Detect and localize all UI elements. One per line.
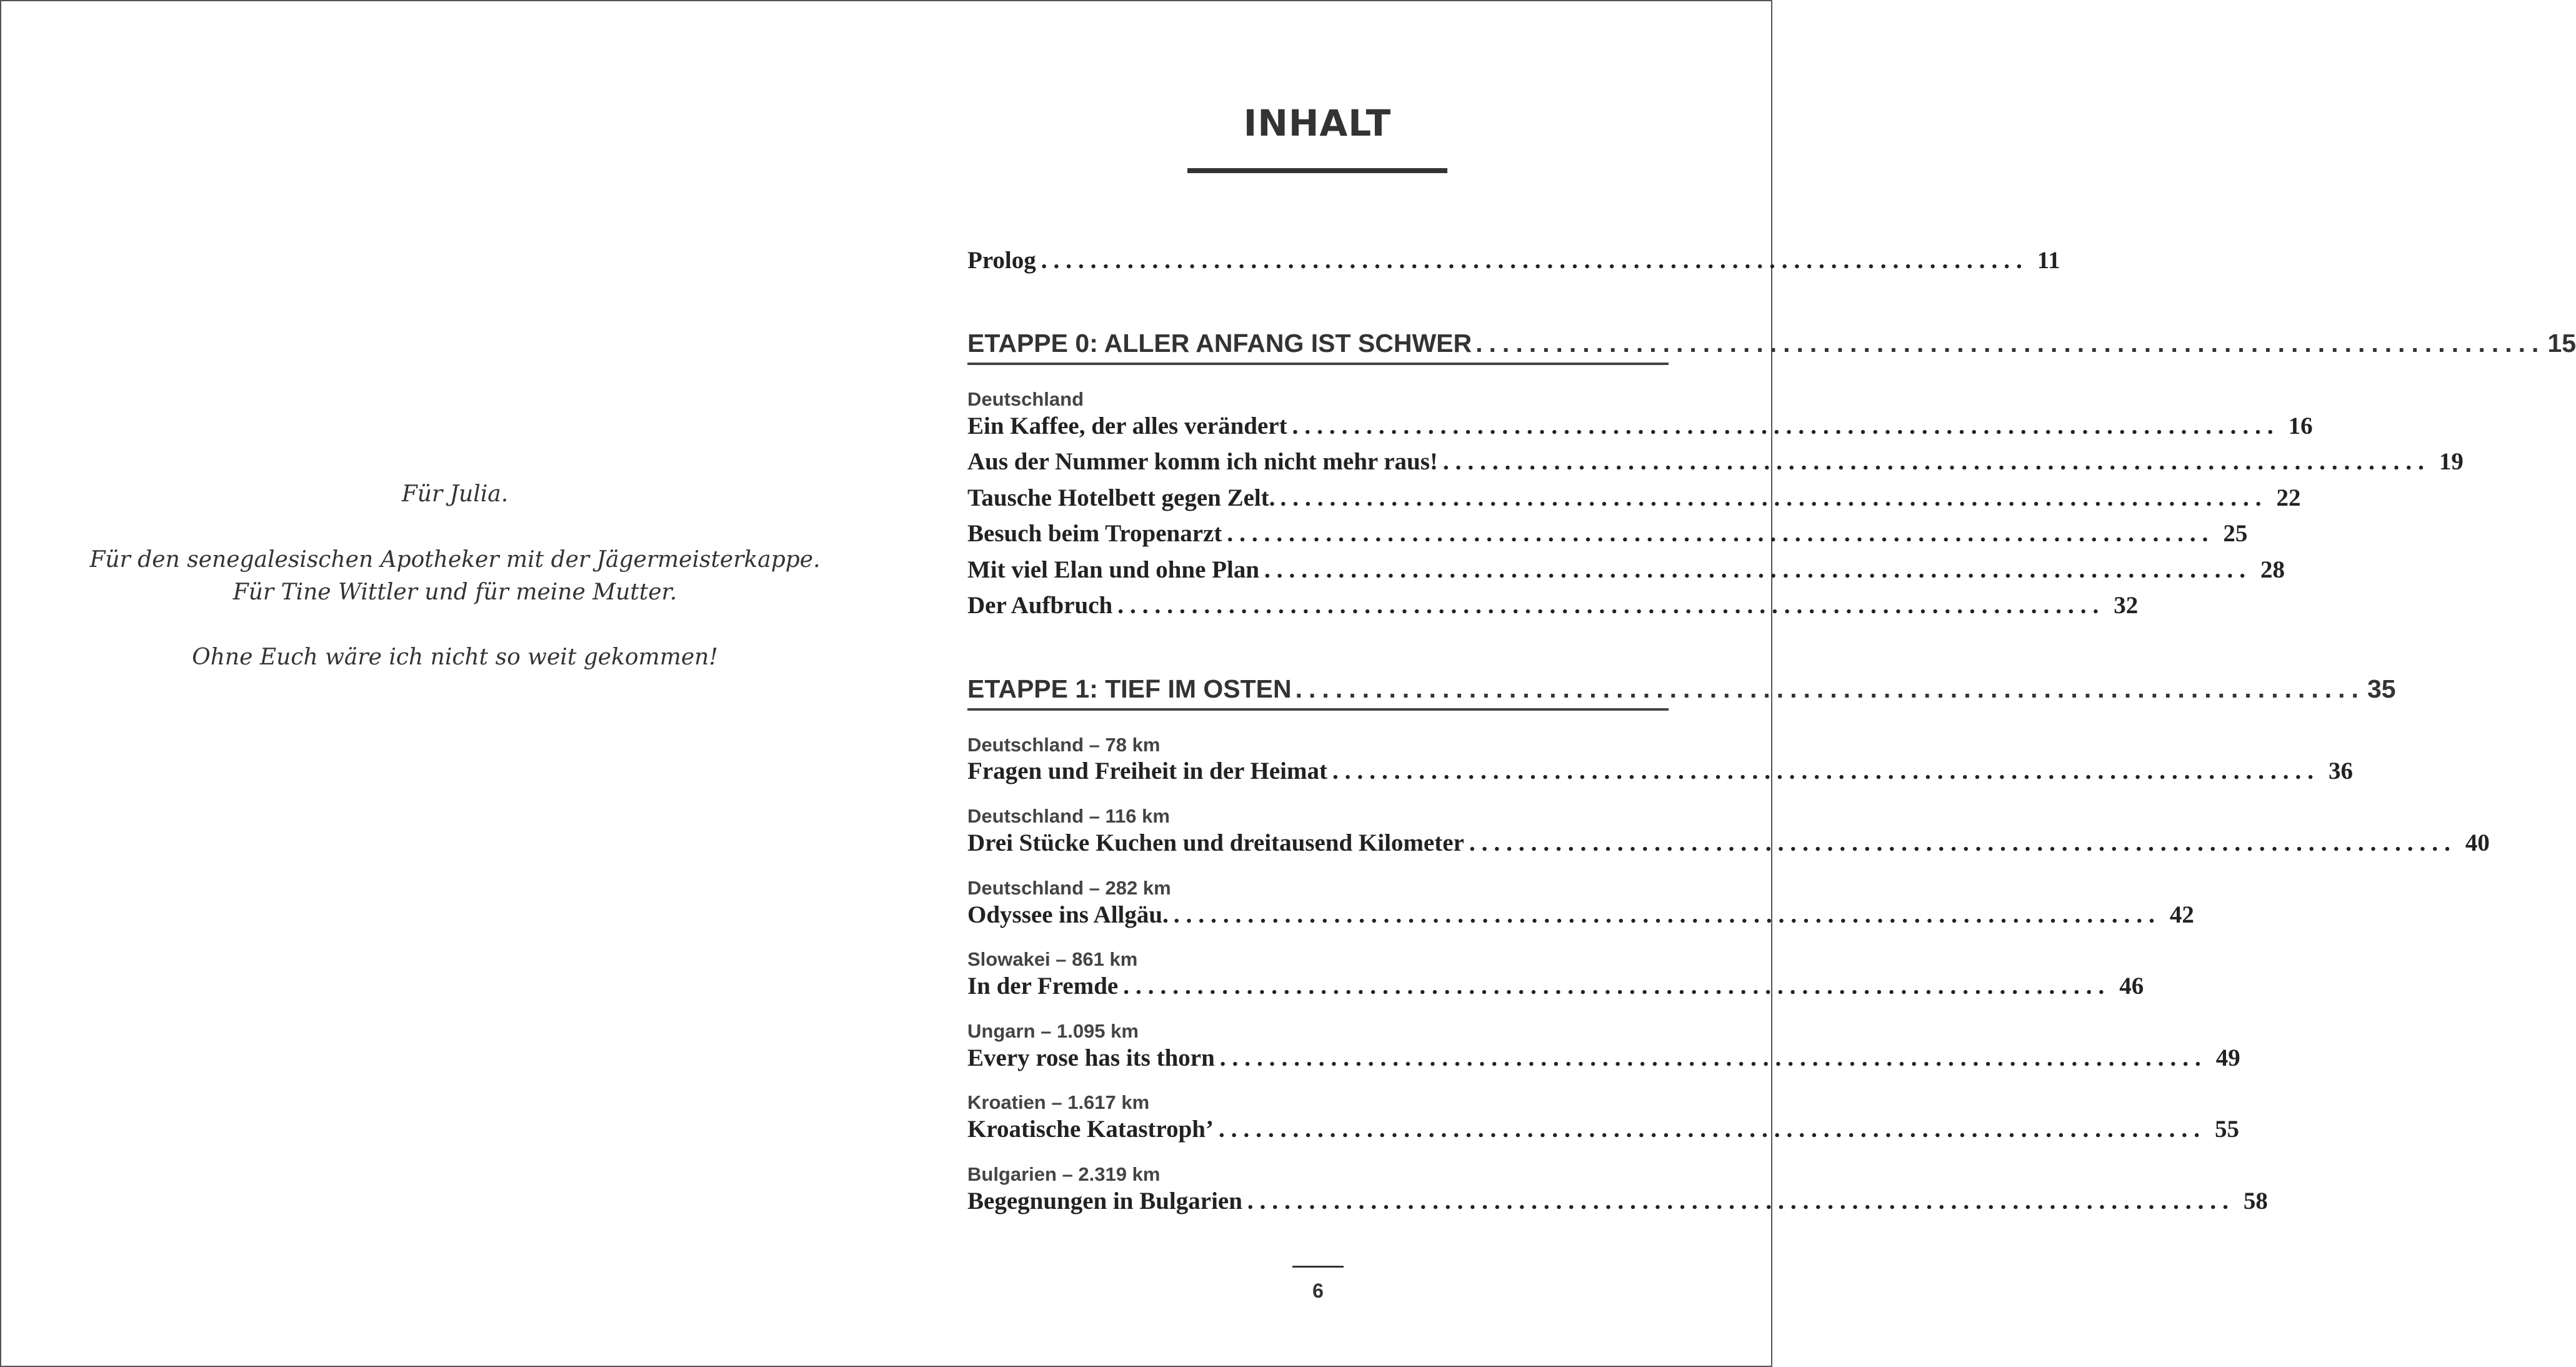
toc-entry-title: Mit viel Elan und ohne Plan xyxy=(967,556,1260,583)
toc-entry-page: 49 xyxy=(2215,1044,2240,1071)
toc-entry-page: 46 xyxy=(2119,973,2144,999)
toc-entry-title: Drei Stücke Kuchen und dreitausend Kilometer xyxy=(967,829,1464,856)
country-label: Deutschland – 78 km xyxy=(967,734,1161,756)
section-heading-title: ETAPPE 1: TIEF IM OSTEN xyxy=(967,674,1292,703)
dot-leader: ................................................................................ xyxy=(1295,674,2365,703)
dot-leader: ................................................................................ xyxy=(1292,413,2280,439)
dot-leader: ................................................................................ xyxy=(1264,556,2252,583)
toc-entry-title: Tausche Hotelbett gegen Zelt. xyxy=(967,484,1276,511)
country-label: Deutschland – 116 km xyxy=(967,805,1170,827)
toc-entry-title: Ein Kaffee, der alles verändert xyxy=(967,413,1287,439)
toc-entry[interactable] xyxy=(967,1044,2240,1075)
dedication-line: Für Julia. xyxy=(401,481,509,507)
toc-entry-page: 42 xyxy=(2169,901,2194,928)
toc-entry-title: Fragen und Freiheit in der Heimat xyxy=(967,758,1327,784)
dedication-line: Für Tine Wittler und für meine Mutter. xyxy=(232,579,677,605)
toc-entry-title: Every rose has its thorn xyxy=(967,1044,1215,1071)
toc-entry-title: Besuch beim Tropenarzt xyxy=(967,520,1222,547)
country-label: Bulgarien – 2.319 km xyxy=(967,1163,1161,1185)
toc-entry[interactable] xyxy=(967,519,2248,551)
country-label: Kroatien – 1.617 km xyxy=(967,1091,1150,1113)
toc-entry-page: 36 xyxy=(2328,758,2353,784)
toc-title: INHALT xyxy=(1243,102,1392,144)
toc-entry-page: 58 xyxy=(2243,1188,2268,1214)
toc-entry[interactable] xyxy=(967,1115,2239,1146)
toc-entry[interactable] xyxy=(967,556,2285,587)
dot-leader: ................................................................................ xyxy=(1442,448,2430,475)
toc-entry-page: 16 xyxy=(2288,413,2313,439)
toc-entry[interactable] xyxy=(967,901,2194,932)
dot-leader: ................................................................................ xyxy=(1219,1044,2207,1071)
section-heading-page: 15 xyxy=(2547,329,2576,358)
dedication-page xyxy=(0,0,910,1367)
country-label: Ungarn – 1.095 km xyxy=(967,1020,1139,1042)
toc-entry-title: Der Aufbruch xyxy=(967,592,1113,619)
toc-entry-page: 32 xyxy=(2114,592,2139,619)
toc-entry-prolog[interactable] xyxy=(967,246,2060,278)
title-underline xyxy=(1187,168,1447,173)
dot-leader: ................................................................................ xyxy=(1227,520,2215,547)
toc-entry-title: Begegnungen in Bulgarien xyxy=(967,1188,1242,1214)
toc-entry-page: 19 xyxy=(2439,448,2464,475)
toc-entry-title: Aus der Nummer komm ich nicht mehr raus! xyxy=(967,448,1438,475)
dedication-line: Für den senegalesischen Apotheker mit der Jägermeisterkappe. xyxy=(89,547,821,573)
section-heading-title: ETAPPE 0: ALLER ANFANG IST SCHWER xyxy=(967,329,1472,358)
dot-leader: ................................................................................ xyxy=(1332,758,2320,784)
section-heading-etappe-1[interactable] xyxy=(967,674,2396,712)
dedication-line: Ohne Euch wäre ich nicht so weit gekommen! xyxy=(192,644,718,670)
dot-leader: ................................................................................ xyxy=(1218,1116,2206,1143)
toc-entry[interactable] xyxy=(967,1187,2268,1218)
section-heading-page: 35 xyxy=(2367,674,2396,703)
toc-entry-title: Kroatische Katastroph’ xyxy=(967,1116,1214,1143)
section-heading-etappe-0[interactable] xyxy=(967,329,2576,366)
dot-leader: ................................................................................ xyxy=(1117,592,2105,619)
section-underline xyxy=(967,363,1669,365)
toc-entry-page: 25 xyxy=(2223,520,2248,547)
dot-leader: ................................................................................ xyxy=(1123,973,2111,999)
dot-leader: ................................................................................ xyxy=(1469,829,2457,856)
dot-leader: ................................................................................ xyxy=(1173,901,2161,928)
section-underline xyxy=(967,708,1669,711)
toc-entry[interactable] xyxy=(967,412,2313,443)
page-number: 6 xyxy=(1312,1279,1324,1302)
dot-leader: ................................................................................ xyxy=(1475,329,2545,358)
toc-entry-page: 11 xyxy=(2037,247,2060,274)
dot-leader: ................................................................................ xyxy=(1280,484,2268,511)
toc-entry-title: Prolog xyxy=(967,247,1036,274)
page-number-rule xyxy=(1292,1266,1344,1268)
dot-leader: ................................................................................ xyxy=(1041,247,2029,274)
toc-entry[interactable] xyxy=(967,484,2301,515)
toc-entry-page: 22 xyxy=(2276,484,2301,511)
country-label: Deutschland xyxy=(967,388,1084,410)
country-label: Deutschland – 282 km xyxy=(967,877,1171,899)
toc-entry[interactable] xyxy=(967,591,2139,623)
toc-entry-title: Odyssee ins Allgäu. xyxy=(967,901,1169,928)
toc-entry-title: In der Fremde xyxy=(967,973,1119,999)
toc-entry-page: 55 xyxy=(2214,1116,2239,1143)
toc-entry[interactable] xyxy=(967,757,2353,788)
toc-entry[interactable] xyxy=(967,448,2464,479)
toc-entry[interactable] xyxy=(967,972,2144,1003)
dot-leader: ................................................................................ xyxy=(1247,1188,2235,1214)
country-label: Slowakei – 861 km xyxy=(967,948,1138,970)
toc-entry-page: 28 xyxy=(2260,556,2285,583)
toc-entry-page: 40 xyxy=(2465,829,2490,856)
toc-entry[interactable] xyxy=(967,829,2490,860)
